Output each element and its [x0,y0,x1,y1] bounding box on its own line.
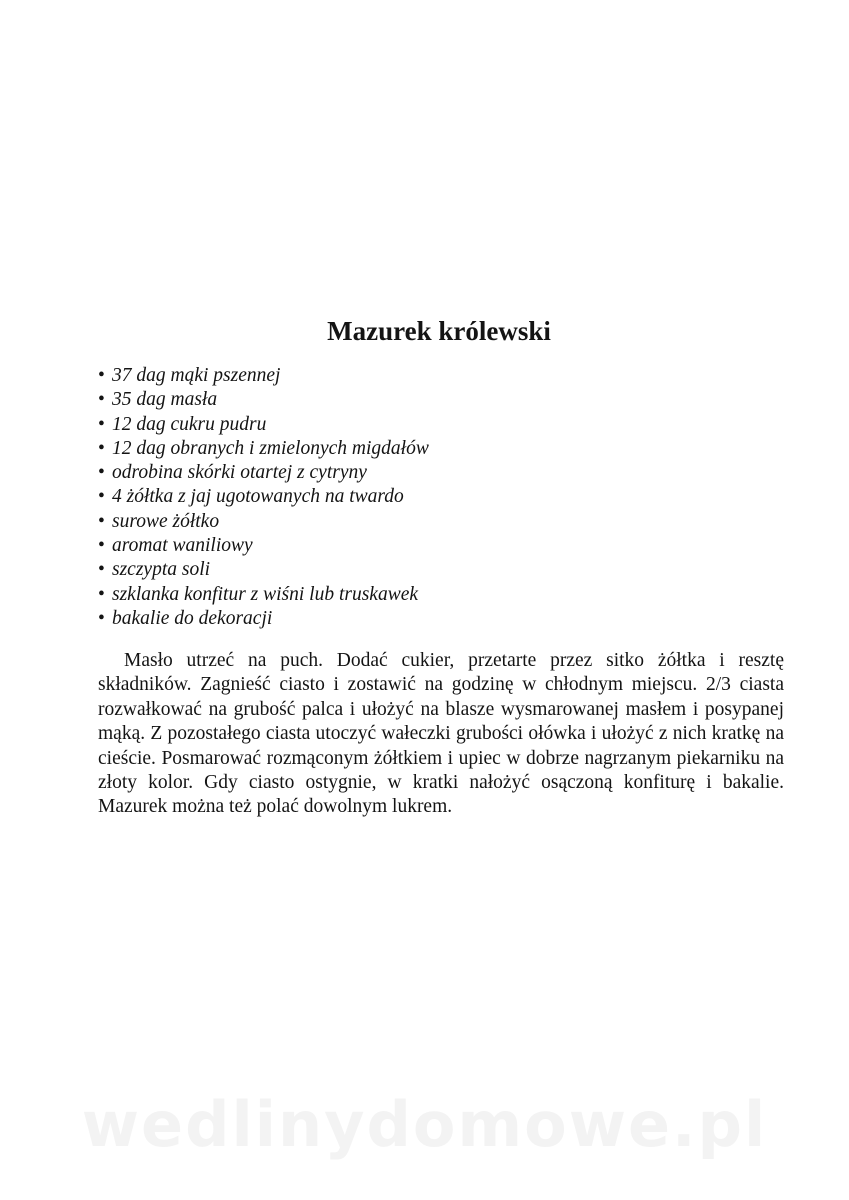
ingredient-item [98,534,429,558]
ingredient-text: 12 dag obranych i zmielonych migdałów [112,437,429,459]
ingredient-item [98,413,429,437]
recipe-title: Mazurek królewski [327,316,551,346]
ingredient-text: aromat waniliowy [112,535,253,557]
ingredient-item [98,461,429,485]
ingredient-item [98,558,429,582]
ingredient-text: odrobina skórki otartej z cytryny [112,462,367,484]
bullet-icon: • [98,437,105,459]
bullet-icon: • [98,462,105,484]
bullet-icon: • [98,389,105,411]
ingredient-text: szczypta soli [112,559,211,581]
watermark: wedlinydomowe.pl [81,1088,768,1161]
bullet-icon: • [98,559,105,581]
ingredient-text: 12 dag cukru pudru [112,413,267,435]
recipe-instructions: Masło utrzeć na puch. Dodać cukier, przetarte przez sitko żółtka i resztę składników. Zagnieść ciasto i zostawić na godzinę w chłodnym miejscu. 2/3 ciasta rozwałkować na grubość palca i ułożyć na blasze wysmarowanej masłem i posypanej mąką. Z pozostałego ciasta utoczyć wałeczki grubości ołówka i ułożyć z nich kratkę na cieście. Posmarować rozmąconym żółtkiem i upiec w dobrze nagrzanym piekarniku na złoty kolor. Gdy ciasto ostygnie, w kratki nałożyć osączoną konfiturę i bakalie. Mazurek można też polać dowolnym lukrem. [98,650,784,818]
bullet-icon: • [98,486,105,508]
ingredient-text: 37 dag mąki pszennej [112,365,281,386]
ingredient-item [98,485,429,509]
ingredient-item [98,364,429,388]
ingredient-item [98,388,429,412]
ingredient-text: 4 żółtka z jaj ugotowanych na twardo [112,486,404,508]
bullet-icon: • [98,365,105,386]
ingredient-item [98,607,429,631]
ingredient-text: surowe żółtko [112,510,220,532]
bullet-icon: • [98,583,105,605]
bullet-icon: • [98,535,105,557]
bullet-icon: • [98,607,105,629]
ingredient-text: 35 dag masła [112,389,218,411]
bullet-icon: • [98,413,105,435]
ingredient-item [98,583,429,607]
bullet-icon: • [98,510,105,532]
ingredient-text: szklanka konfitur z wiśni lub truskawek [112,583,419,605]
ingredient-item [98,510,429,534]
ingredient-item [98,437,429,461]
ingredient-text: bakalie do dekoracji [112,607,273,629]
ingredient-list [98,364,429,631]
